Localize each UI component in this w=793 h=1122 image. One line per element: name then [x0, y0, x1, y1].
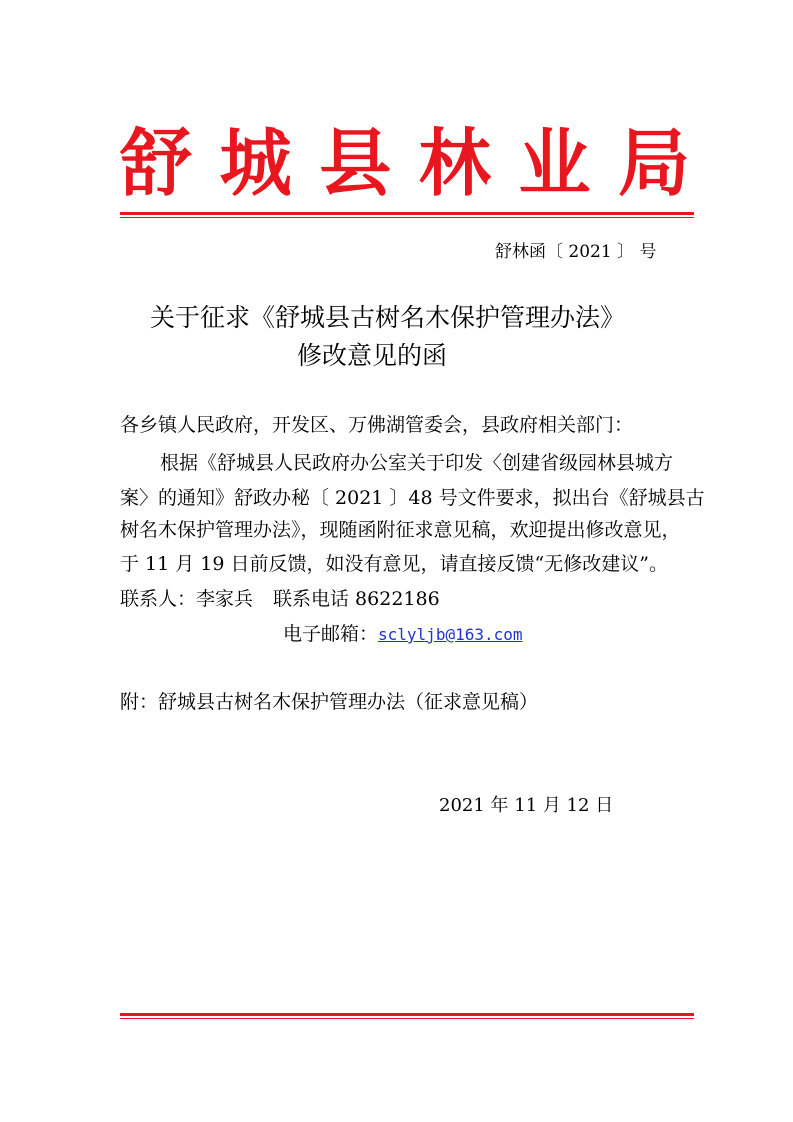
email-link[interactable]: sclyljb@163.com [378, 625, 523, 644]
email-line [283, 620, 523, 649]
masthead-char: 舒 [120, 119, 193, 206]
title-line-1: 关于征求《舒城县古树名木保护管理办法》 [150, 303, 626, 332]
attachment-note: 附：舒城县古树名木保护管理办法（征求意见稿） [120, 691, 539, 713]
title-line-2: 修改意见的函 [297, 341, 448, 370]
document-number: 舒林函〔 2021 〕 号 [495, 242, 657, 262]
masthead-char: 局 [617, 119, 690, 206]
email-label: 电子邮箱： [283, 623, 379, 645]
masthead-char: 城 [219, 119, 292, 206]
masthead-char: 林 [418, 119, 491, 206]
body-paragraph-line: 案〉的通知》舒政办秘〔 2021 〕48 号文件要求，拟出台《舒城县古 [120, 487, 705, 509]
body-paragraph-line: 于 11 月 19 日前反馈，如没有意见，请直接反馈“无修改建议”。 [120, 553, 668, 575]
masthead-char: 业 [518, 119, 591, 206]
salutation: 各乡镇人民政府，开发区、万佛湖管委会，县政府相关部门： [120, 414, 634, 436]
issue-date: 2021 年 11 月 12 日 [439, 795, 614, 816]
body-paragraph-line: 树名木保护管理办法》，现随函附征求意见稿，欢迎提出修改意见， [120, 519, 681, 541]
masthead-char: 县 [319, 119, 392, 206]
red-rule-top [120, 212, 694, 218]
contact-phone: 联系电话 8622186 [273, 588, 440, 610]
red-rule-bottom [120, 1013, 694, 1019]
contact-person: 联系人：李家兵 [120, 588, 254, 610]
masthead [120, 118, 690, 208]
body-paragraph-line: 根据《舒城县人民政府办公室关于印发〈创建省级园林县城方 [160, 452, 674, 474]
contact-line [120, 585, 440, 613]
